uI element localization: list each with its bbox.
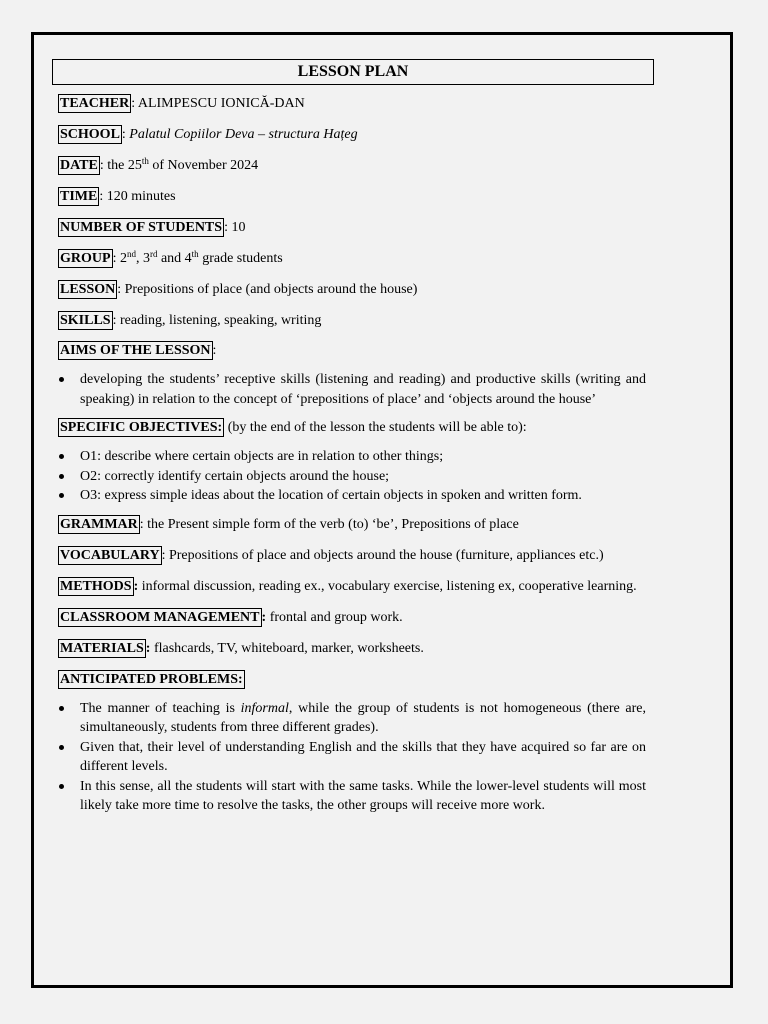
- objectives-list: [58, 447, 646, 506]
- problems-list: [58, 699, 646, 816]
- skills-value: : reading, listening, speaking, writing: [112, 313, 322, 328]
- objectives-label: SPECIFIC OBJECTIVES:: [60, 420, 223, 435]
- materials-value: flashcards, TV, whiteboard, marker, worksheets.: [150, 640, 424, 656]
- school-value: Palatul Copiilor Deva – structura Hațeg: [129, 127, 358, 142]
- problems-colon: :: [238, 671, 243, 687]
- group-t3: and 4: [157, 251, 192, 266]
- group-t1: : 2: [112, 251, 127, 266]
- management-value: frontal and group work.: [266, 609, 403, 625]
- vocabulary-label: VOCABULARY: [60, 547, 160, 563]
- date-sup: th: [141, 156, 149, 166]
- management-label: CLASSROOM MANAGEMENT: [60, 609, 260, 625]
- list-item: O2: correctly identify certain objects around the house;: [80, 467, 646, 487]
- students-field: [58, 218, 646, 237]
- date-post: of November 2024: [148, 158, 259, 173]
- group-label: GROUP: [60, 251, 111, 266]
- group-s2: rd: [149, 249, 158, 259]
- problems-field: [58, 670, 646, 689]
- time-field: [58, 187, 646, 206]
- school-label: SCHOOL: [60, 127, 120, 142]
- problem-1-a: The manner of teaching is: [80, 700, 241, 716]
- date-field: [58, 156, 646, 175]
- objectives-field: [58, 418, 646, 437]
- management-field: [58, 608, 646, 627]
- methods-label: METHODS: [60, 578, 132, 594]
- list-item: O1: describe where certain objects are in relation to other things;: [80, 447, 646, 467]
- group-t4: grade students: [198, 251, 283, 266]
- problems-label: [58, 670, 245, 689]
- school-field: [58, 125, 646, 144]
- methods-value: informal discussion, reading ex., vocabulary exercise, listening ex, cooperative learning.: [138, 578, 637, 594]
- group-s1: nd: [126, 249, 136, 259]
- aims-field: [58, 341, 646, 360]
- grammar-label: GRAMMAR: [60, 516, 138, 532]
- materials-field: [58, 639, 646, 658]
- grammar-value: : the Present simple form of the verb (to) ‘be’, Prepositions of place: [139, 516, 519, 532]
- materials-colon: :: [145, 640, 151, 656]
- problem-1-b: , while the group of students is not homogeneous (there are, simultaneously, students from three different grades).: [80, 700, 646, 735]
- lesson-value: : Prepositions of place (and objects around the house): [117, 282, 418, 297]
- teacher-label: TEACHER: [60, 96, 130, 111]
- grammar-field: [58, 515, 646, 534]
- teacher-field: [58, 94, 646, 113]
- page-title: LESSON PLAN: [52, 59, 654, 85]
- list-item: [80, 699, 646, 738]
- students-label: NUMBER OF STUDENTS: [60, 220, 223, 235]
- date-label: DATE: [60, 158, 98, 173]
- management-colon: :: [261, 609, 267, 625]
- list-item: O3: express simple ideas about the location of certain objects in spoken and written form.: [80, 486, 646, 506]
- aims-value: :: [212, 343, 217, 358]
- objectives-value: (by the end of the lesson the students will be able to):: [224, 420, 527, 435]
- list-item: Given that, their level of understanding English and the skills that they have acquired so far are on different levels.: [80, 738, 646, 777]
- group-t2: , 3: [135, 251, 150, 266]
- methods-field: [58, 577, 646, 596]
- materials-label: MATERIALS: [60, 640, 144, 656]
- aims-list: [58, 370, 646, 409]
- lesson-field: [58, 280, 646, 299]
- vocabulary-value: : Prepositions of place and objects around the house (furniture, appliances etc.): [161, 547, 604, 563]
- group-s3: th: [191, 249, 199, 259]
- time-label: TIME: [60, 189, 98, 204]
- vocabulary-field: [58, 546, 646, 565]
- lesson-plan-document: [58, 59, 646, 816]
- date-pre: : the 25: [99, 158, 142, 173]
- aims-label: AIMS OF THE LESSON: [60, 343, 211, 358]
- list-item: developing the students’ receptive skills (listening and reading) and productive skills (writing and speaking) in relation to the concept of ‘prepositions of place’ and ‘objects around the house’: [80, 370, 646, 409]
- problem-1-italic: informal: [240, 700, 289, 716]
- group-field: [58, 249, 646, 268]
- teacher-value: : ALIMPESCU IONICĂ-DAN: [131, 96, 305, 111]
- school-sep: :: [121, 127, 130, 142]
- time-value: : 120 minutes: [99, 189, 176, 204]
- skills-field: [58, 311, 646, 330]
- list-item: In this sense, all the students will start with the same tasks. While the lower-level students will most likely take more time to resolve the tasks, the other groups will receive more work.: [80, 777, 646, 816]
- students-value: : 10: [224, 220, 246, 235]
- methods-colon: :: [133, 578, 139, 594]
- problems-label-text: ANTICIPATED PROBLEMS: [60, 671, 239, 687]
- lesson-label: LESSON: [60, 282, 116, 297]
- skills-label: SKILLS: [60, 313, 111, 328]
